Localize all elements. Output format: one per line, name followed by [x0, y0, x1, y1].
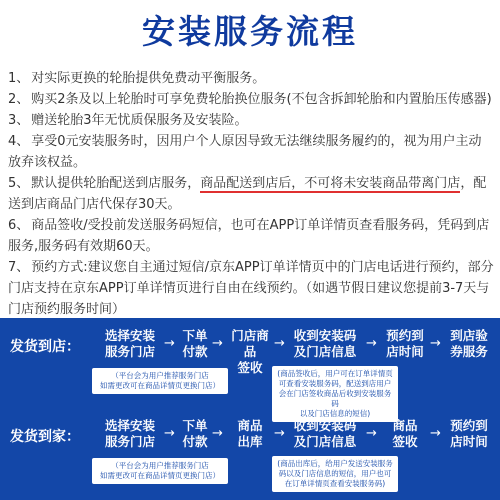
page-title: 安装服务流程 [142, 12, 358, 51]
arrow-icon: → [430, 336, 441, 351]
flow-step: 到店验 券服务 [450, 328, 488, 359]
flow-step: 下单 付款 [182, 328, 208, 359]
flow-step: 收到安装码 及门店信息 [293, 328, 357, 359]
flow-note: (商品签收后，用户可在订单详情页 可查看安装服务码，配送到店用户 会在门店签收商品后收到安装服务码 以及门店信息的短信) [272, 366, 398, 422]
arrow-icon: → [212, 426, 223, 441]
flow-home-label: 发货到家： [10, 429, 80, 445]
flow-store-row [0, 324, 500, 418]
highlighted-notice: 商品配送到店后，不可将未安装商品带离门店 [200, 176, 461, 191]
arrow-icon: → [366, 426, 377, 441]
arrow-icon: → [366, 336, 377, 351]
flow-step: 预约到 店时间 [450, 418, 488, 449]
rule-item: 1、 对实际更换的轮胎提供免费动平衡服务。 [8, 71, 266, 86]
flow-note: （平台会为用户推荐服务门店 如需更改可在商品详情页更换门店） [92, 368, 228, 394]
rule-item: 6、 商品签收/受投前发送服务码短信，也可在APP订单详情页查看服务码，凭码到店服务,服务码有效期60天。 [8, 218, 490, 254]
arrow-icon: → [274, 426, 285, 441]
service-flow-panel [0, 318, 500, 500]
flow-store-label: 发货到店： [10, 339, 80, 355]
flow-note: （平台会为用户推荐服务门店 如需更改可在商品详情页更换门店） [92, 458, 228, 484]
arrow-icon: → [212, 336, 223, 351]
flow-note: (商品出库后，给用户发送安装服务 码以及门店信息的短信，用户也可 在订单详情页查看安装服务码) [272, 456, 398, 492]
arrow-icon: → [430, 426, 441, 441]
arrow-icon: → [164, 426, 175, 441]
rules-list [8, 68, 494, 320]
flow-step: 选择安装 服务门店 [104, 418, 155, 449]
rule-item: 4、 享受0元安装服务时，因用户个人原因导致无法继续服务履约的，视为用户主动放弃该权益。 [8, 134, 482, 170]
flow-step: 收到安装码 及门店信息 [293, 418, 357, 449]
flow-home-row [0, 414, 500, 500]
flow-step: 选择安装 服务门店 [104, 328, 155, 359]
flow-step: 商品 出库 [237, 418, 263, 449]
rule-item: 3、 赠送轮胎3年无忧质保服务及安装险。 [8, 113, 248, 128]
rule-item: 7、 预约方式:建议您自主通过短信/京东APP订单详情页中的门店电话进行预约，部分门店支持在京东APP订单详情页进行自由在线预约。（如遇节假日建议您提前3-7天与门店预约服务时间） [8, 260, 494, 317]
arrow-icon: → [274, 336, 285, 351]
flow-step: 门店商品 签收 [231, 328, 269, 375]
rule-item: 5、 默认提供轮胎配送到店服务，商品配送到店后，不可将未安装商品带离门店，配送到店商品门店代保存30天。 [8, 176, 487, 212]
rule-item: 2、 购买2条及以上轮胎时可享免费轮胎换位服务(不包含拆卸轮胎和内置胎压传感器) [8, 92, 492, 107]
flow-step: 下单 付款 [182, 418, 208, 449]
flow-step: 预约到 店时间 [386, 328, 424, 359]
flow-step: 商品 签收 [392, 418, 418, 449]
arrow-icon: → [164, 336, 175, 351]
